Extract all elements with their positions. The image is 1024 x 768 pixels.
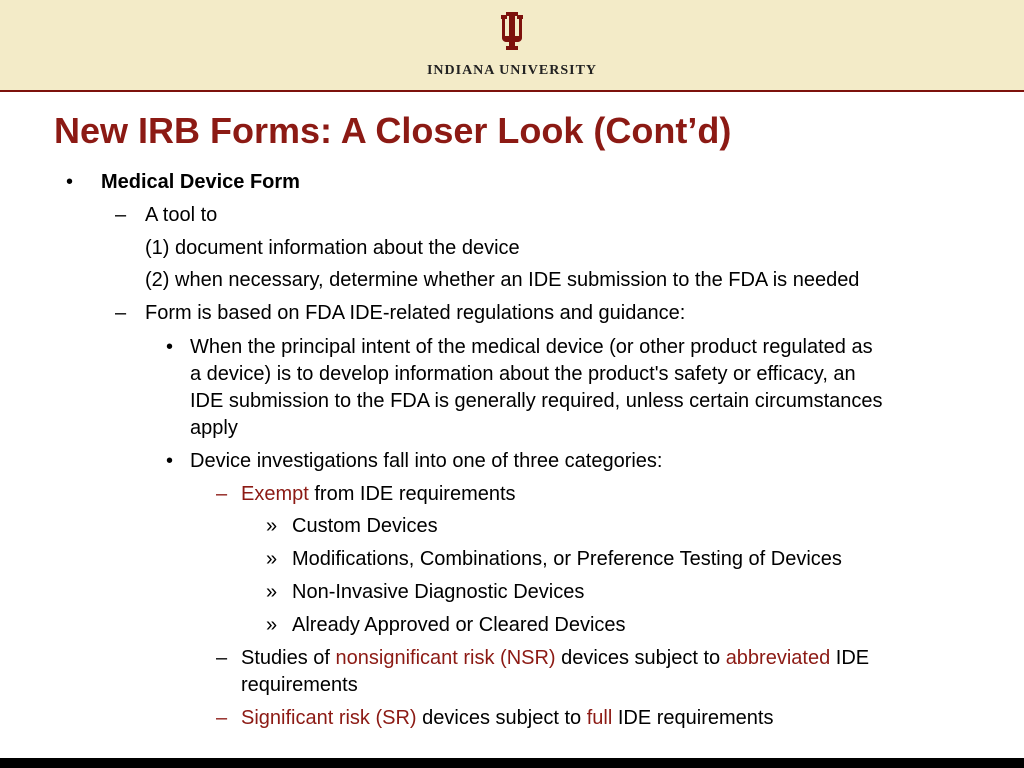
chevron-marker: » bbox=[266, 581, 278, 603]
bullet-marker: • bbox=[66, 171, 74, 193]
nsr-suffix: IDE bbox=[830, 647, 870, 669]
investigations-text: Device investigations fall into one of three categories: bbox=[190, 450, 663, 472]
intent-line: IDE submission to the FDA is generally required, unless certain circumstances bbox=[190, 390, 883, 412]
bottom-bar bbox=[0, 758, 1024, 768]
chevron-marker: » bbox=[266, 614, 278, 636]
sr-line bbox=[241, 704, 773, 732]
tool-text: A tool to bbox=[145, 204, 218, 226]
exempt-item: Custom Devices bbox=[292, 515, 438, 537]
intent-line: a device) is to develop information about the product's safety or efficacy, an bbox=[190, 363, 856, 385]
intent-line: When the principal intent of the medical device (or other product regulated as bbox=[190, 336, 873, 358]
exempt-item: Modifications, Combinations, or Preference Testing of Devices bbox=[292, 548, 842, 570]
exempt-highlight: Exempt bbox=[241, 483, 309, 505]
dash-marker: – bbox=[216, 483, 228, 505]
tool-item-2: (2) when necessary, determine whether an IDE submission to the FDA is needed bbox=[145, 269, 860, 291]
nsr-middle: devices subject to bbox=[555, 647, 726, 669]
bullet-marker: • bbox=[166, 450, 174, 472]
dash-marker: – bbox=[216, 647, 228, 669]
iu-trident-logo-icon bbox=[497, 12, 527, 50]
dash-marker: – bbox=[216, 707, 228, 729]
nsr-line-2: requirements bbox=[241, 674, 358, 696]
nsr-line bbox=[241, 644, 869, 672]
intent-line: apply bbox=[190, 417, 238, 439]
exempt-item: Already Approved or Cleared Devices bbox=[292, 614, 626, 636]
abbreviated-highlight: abbreviated bbox=[725, 647, 831, 669]
chevron-marker: » bbox=[266, 515, 278, 537]
tool-item-1: (1) document information about the device bbox=[145, 237, 520, 259]
slide-title: New IRB Forms: A Closer Look (Cont’d) bbox=[54, 110, 732, 151]
dash-marker: – bbox=[115, 302, 127, 324]
sr-highlight: Significant risk (SR) bbox=[241, 707, 417, 729]
full-highlight: full bbox=[586, 707, 613, 729]
form-based-text: Form is based on FDA IDE-related regulations and guidance: bbox=[145, 302, 686, 324]
sr-middle: devices subject to bbox=[416, 707, 587, 729]
dash-marker: – bbox=[115, 204, 127, 226]
medical-device-form-heading: Medical Device Form bbox=[101, 171, 300, 193]
exempt-line bbox=[241, 480, 516, 508]
bullet-marker: • bbox=[166, 336, 174, 358]
nsr-prefix: Studies of bbox=[241, 647, 336, 669]
exempt-rest: from IDE requirements bbox=[308, 483, 516, 505]
university-name: INDIANA UNIVERSITY bbox=[426, 63, 598, 78]
header-bar bbox=[0, 0, 1024, 92]
sr-suffix: IDE requirements bbox=[612, 707, 774, 729]
exempt-item: Non-Invasive Diagnostic Devices bbox=[292, 581, 585, 603]
nsr-highlight: nonsignificant risk (NSR) bbox=[335, 647, 556, 669]
chevron-marker: » bbox=[266, 548, 278, 570]
